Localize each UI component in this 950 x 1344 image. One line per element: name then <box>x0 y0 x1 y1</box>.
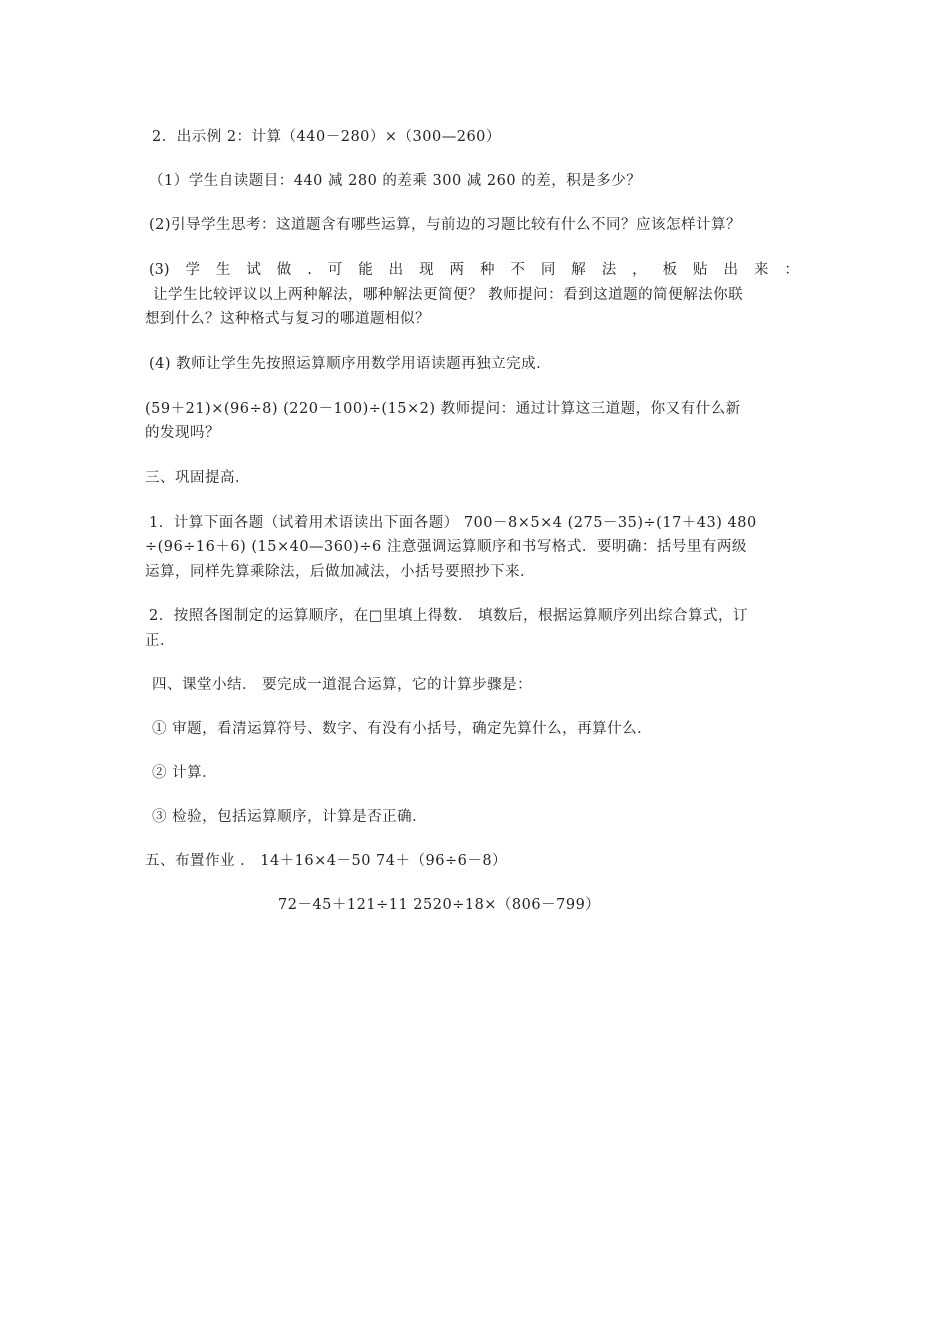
spread-char: 试 <box>246 262 261 278</box>
spread-char: ， <box>632 262 647 278</box>
section-3-heading: 三、巩固提高． <box>145 470 250 486</box>
spread-char: 法 <box>601 262 617 278</box>
spread-char: 种 <box>479 262 495 278</box>
exercise-2-line-2: 正． <box>145 633 175 649</box>
spread-char: 来 <box>753 262 769 278</box>
section-5-heading: 五、布置作业 ． 14＋16×4－50 74＋（96÷6－8） <box>145 853 508 869</box>
summary-step-2: ② 计算． <box>152 765 218 781</box>
spread-char: 学 <box>185 262 200 278</box>
step-2-text: (2)引导学生思考：这道题含有哪些运算，与前边的习题比较有什么不同？应该怎样计算？ <box>149 217 742 233</box>
summary-step-3: ③ 检验，包括运算顺序，计算是否正确． <box>152 809 428 825</box>
exercise-1-line-1: 1．计算下面各题（试着用术语读出下面各题） 700－8×5×4 (275－35)÷(17＋43) 480 <box>149 515 757 531</box>
spread-char: 板 <box>662 262 678 278</box>
example-2-heading: 2．出示例 2：计算（440－280）×（300—260） <box>152 129 501 145</box>
teacher-question-line-1: (59＋21)×(96÷8) (220－100)÷(15×2) 教师提问：通过计算这三道题，你又有什么新 <box>145 401 741 417</box>
spread-char: 可 <box>327 262 343 278</box>
step-3-spread-line <box>149 257 799 283</box>
spread-char: 做 <box>276 262 292 278</box>
step-1-text: （1）学生自读题目：440 减 280 的差乘 300 减 260 的差，积是多少？ <box>149 173 642 189</box>
spread-char: 出 <box>388 262 404 278</box>
step-4-text: (4) 教师让学生先按照运算顺序用数学用语读题再独立完成． <box>149 356 552 372</box>
spread-char: 两 <box>449 262 465 278</box>
homework-line-2: 72－45＋121÷11 2520÷18×（806－799） <box>278 897 601 913</box>
spread-char: (3) <box>149 262 170 278</box>
step-3-line-2: 让学生比较评议以上两种解法，哪种解法更简便？ 教师提问：看到这道题的简便解法你联 <box>153 287 744 303</box>
spread-char: 生 <box>215 262 231 278</box>
exercise-2-line-1: 2．按照各图制定的运算顺序，在□里填上得数． 填数后，根据运算顺序列出综合算式，订 <box>149 608 749 624</box>
section-4-heading: 四、课堂小结． 要完成一道混合运算，它的计算步骤是： <box>152 677 533 693</box>
spread-char: ： <box>784 262 799 278</box>
spread-char: 不 <box>510 262 525 278</box>
teacher-question-line-2: 的发现吗？ <box>145 425 220 441</box>
spread-char: 现 <box>419 262 434 278</box>
exercise-1-line-3: 运算，同样先算乘除法，后做加减法，小括号要照抄下来． <box>145 564 535 580</box>
spread-char: 贴 <box>693 262 708 278</box>
spread-char: 解 <box>571 262 586 278</box>
spread-char: 出 <box>723 262 738 278</box>
spread-char: . <box>307 262 312 278</box>
exercise-1-line-2: ÷(96÷16＋6) (15×40—360)÷6 注意强调运算顺序和书写格式．要明确：括号里有两级 <box>145 539 747 555</box>
step-3-line-3: 想到什么？这种格式与复习的哪道题相似？ <box>145 311 430 327</box>
summary-step-1: ① 审题，看清运算符号、数字、有没有小括号，确定先算什么，再算什么． <box>152 721 653 737</box>
spread-char: 同 <box>540 262 556 278</box>
spread-char: 能 <box>358 262 373 278</box>
